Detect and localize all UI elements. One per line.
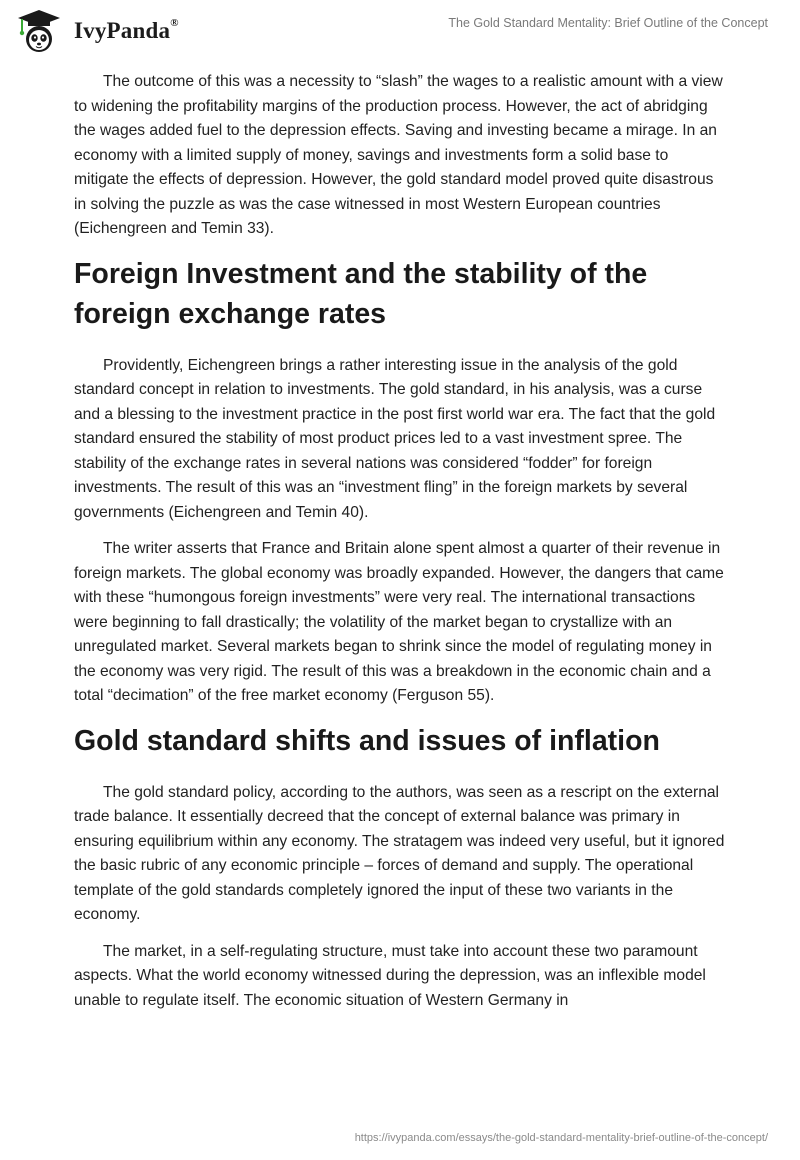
paragraph: The writer asserts that France and Britain alone spent almost a quarter of their revenue in foreign markets. The global economy was broadly expanded. However, the dangers that came with these “humongous foreign investments” were very real. The international transactions were beginning to fall drastically; the volatility of the market began to crystallize with an unregulated market. Several markets began to shrink since the model of regulating money in the economy was very rigid. The result of this was a breakdown in the economic chain and a total “decimation” of the free market economy (Ferguson 55). <box>74 540 724 704</box>
paragraph: The market, in a self-regulating structure, must take into account these two paramount aspects. What the world economy witnessed during the depression, was an inflexible model unable to regulate itself. The economic situation of Western Germany in <box>74 942 706 1009</box>
paragraph: The outcome of this was a necessity to “slash” the wages to a realistic amount with a view to widening the profitability margins of the production process. However, the act of abridging the wages added fuel to the depression effects. Saving and investing became a mirage. In an economy with a limited supply of money, savings and investments form a solid base to mitigate the effects of depression. However, the gold standard model proved quite disastrous in solving the puzzle as was the case witnessed in most Western European countries (Eichengreen and Temin 33). <box>74 73 723 237</box>
paragraph: Providently, Eichengreen brings a rather interesting issue in the analysis of the gold standard concept in relation to investments. The gold standard, in his analysis, was a curse and a blessing to the investment practice in the post first world war era. The fact that the gold standard ensured the stability of most product prices led to a vast investment spree. The stability of the exchange rates in several nations was considered “fodder” for foreign investments. The result of this was an “investment fling” in the foreign markets by several governments (Eichengreen and Temin 40). <box>74 356 716 521</box>
brand-name: IvyPanda® <box>74 17 179 43</box>
page-header <box>0 0 800 60</box>
panda-graduate-icon <box>14 8 64 54</box>
article-body <box>74 70 726 1025</box>
paragraph: The gold standard policy, according to the authors, was seen as a rescript on the external trade balance. It essentially decreed that the concept of external balance was primary in ensuring equilibrium within any economy. The stratagem was indeed very useful, but it ignored the basic rubric of any economic principle – forces of demand and supply. The operational template of the gold standards completely ignored the input of these two variants in the economy. <box>74 783 725 923</box>
section-heading: Foreign Investment and the stability of the foreign exchange rates <box>74 257 648 330</box>
document-title: The Gold Standard Mentality: Brief Outline of the Concept <box>448 16 768 30</box>
source-url[interactable]: https://ivypanda.com/essays/the-gold-standard-mentality-brief-outline-of-the-concept/ <box>354 1132 768 1144</box>
ivypanda-logo[interactable] <box>14 8 179 54</box>
section-heading: Gold standard shifts and issues of inflation <box>74 724 660 757</box>
